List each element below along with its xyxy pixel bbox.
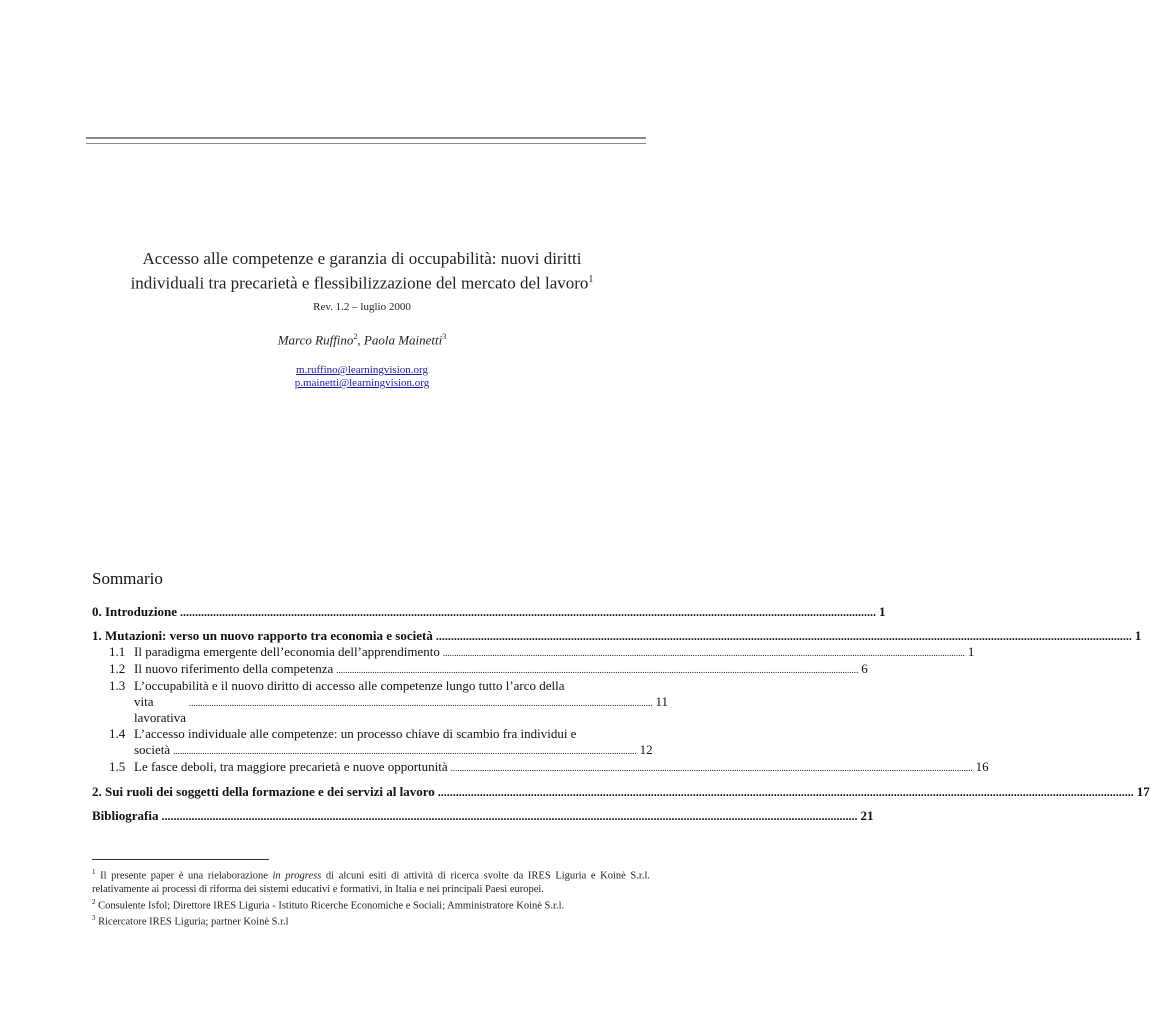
toc-entry-ruoli-soggetti[interactable]: 2. Sui ruoli dei soggetti della formazione e dei servizi al lavoro ..... 17 [92, 784, 641, 800]
toc-entry-1-4[interactable]: 1.4 L’accesso individuale alle competenze: un processo chiave di scambio fra individui e società .............................................................................................................................................................................................................. 12 [109, 726, 653, 757]
author-1: Marco Ruffino [277, 332, 354, 348]
toc-entry-1-2[interactable]: 1.2 Il nuovo riferimento della competenza ..... 6 [92, 661, 641, 678]
toc-entry-mutazioni[interactable]: 1. Mutazioni: verso un nuovo rapporto tra economia e società ..... 1 [92, 628, 641, 644]
footnote-2: $^2$ Consulente Isfol; Direttore IRES Liguria - Istituto Ricerche Economiche e Sociali; Amministratore Koinè S.r.l. [92, 897, 565, 911]
header-rule [86, 137, 646, 144]
paper-title [120, 248, 604, 294]
footnotes [92, 866, 650, 929]
toc-entry-1-1[interactable]: 1.1 Il paradigma emergente dell’economia dell’apprendimento ..... 1 [92, 644, 641, 661]
toc-entry-introduzione[interactable]: 0. Introduzione ..... 1 [92, 604, 641, 620]
toc-entry-bibliografia[interactable]: Bibliografia ..... 21 [92, 808, 641, 824]
footnote-3: $^3$ Ricercatore IRES Liguria; partner Koinè S.r.l [92, 914, 289, 928]
title-line-2: individuali tra precarietà e flessibilizzazione del mercato del lavoro$^1$ [130, 273, 594, 293]
title-line-1: Accesso alle competenze e garanzia di occupabilità: nuovi diritti [142, 249, 582, 268]
sommario-heading: Sommario [92, 569, 163, 588]
author-2: Paola Mainetti [363, 332, 443, 348]
toc-entry-1-5[interactable]: 1.5 Le fasce deboli, tra maggiore precarietà e nuove opportunità ..... 16 [92, 759, 641, 776]
author-2-mark[interactable]: 3 [442, 332, 447, 341]
table-of-contents [92, 604, 1150, 824]
email-link-ruffino[interactable]: m.ruffino@learningvision.org [296, 364, 428, 376]
title-footnote-mark[interactable]: 1 [588, 274, 594, 285]
footnote-separator [92, 859, 269, 860]
authors-line [0, 332, 724, 348]
author-separator: , [357, 332, 364, 348]
author-1-mark[interactable]: 2 [353, 332, 358, 341]
email-link-mainetti[interactable]: p.mainetti@learningvision.org [294, 377, 430, 389]
author-emails [0, 364, 724, 390]
toc-entry-1-3[interactable]: 1.3 L’occupabilità e il nuovo diritto di accesso alle competenze lungo tutto l’arco della vita lavorativa .............................................................................................................................................................................................................. 11 [109, 678, 668, 725]
revision-line: Rev. 1.2 – luglio 2000 [313, 301, 411, 313]
footnote-1: $^1$ Il presente paper è una rielaborazione in progress di alcuni esiti di attività di ricerca svolte da IRES Liguria e Koinè S.r.l. relativamente ai processi di riforma dei sistemi educativi e formativi, in Italia e nei principali Paesi europei. [92, 868, 650, 895]
